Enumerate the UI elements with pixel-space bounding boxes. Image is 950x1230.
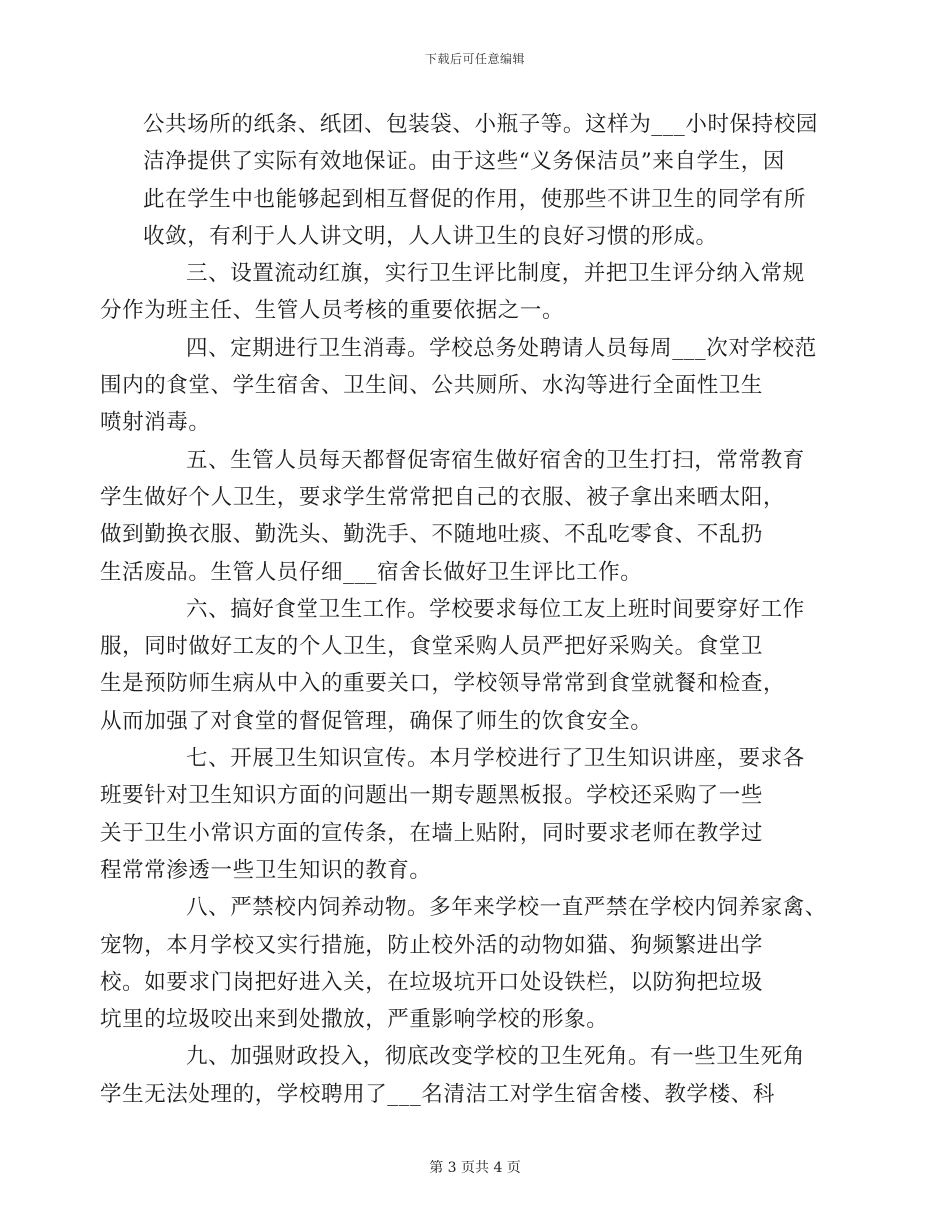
text-line: 九、加强财政投入，彻底改变学校的卫生死角。有一些卫生死角 [186,1044,805,1070]
text-line: 公共场所的纸条、纸团、包装袋、小瓶子等。这样为___小时保持校园 [143,112,818,137]
text-line: 学生做好个人卫生，要求学生常常把自己的衣服、被子拿出来晒太阳， [100,484,786,510]
paragraph [100,889,827,1038]
text-line: 分作为班主任、生管人员考核的重要依据之一。 [100,298,565,324]
text-line: 坑里的垃圾咬出来到处撒放，严重影响学校的形象。 [100,1007,609,1033]
paragraph [100,330,817,442]
page-header: 下载后可任意编辑 [424,52,525,66]
text-line: 做到勤换衣服、勤洗头、勤洗手、不随地吐痰、不乱吃零食、不乱扔 [100,522,764,548]
paragraph [100,591,808,740]
paragraph [143,106,818,255]
text-line: 程常常渗透一些卫生知识的教育。 [100,857,432,883]
text-line: 四、定期进行卫生消毒。学校总务处聘请人员每周___次对学校范 [186,335,817,361]
paragraph [100,255,808,330]
paragraph [100,442,808,591]
text-line: 五、生管人员每天都督促寄宿生做好宿舍的卫生打扫，常常教育 [186,447,805,473]
text-line: 校。如要求门岗把好进入关，在垃圾坑开口处设铁栏，以防狗把垃圾 [100,969,764,995]
text-line: 生活废品。生管人员仔细___宿舍长做好卫生评比工作。 [100,559,643,585]
text-line: 从而加强了对食堂的督促管理，确保了师生的饮食安全。 [100,708,653,734]
page-footer: 第 3 页共 4 页 [429,1160,521,1176]
paragraph [100,1038,808,1113]
text-line: 围内的食堂、学生宿舍、卫生间、公共厕所、水沟等进行全面性卫生 [100,373,764,399]
text-line: 服，同时做好工友的个人卫生，食堂采购人员严把好采购关。食堂卫 [100,634,764,660]
text-line: 洁净提供了实际有效地保证。由于这些“义务保洁员”来自学生，因 [143,149,785,175]
text-line: 收敛，有利于人人讲文明，人人讲卫生的良好习惯的形成。 [143,223,718,249]
text-line: 班要针对卫生知识方面的问题出一期专题黑板报。学校还采购了一些 [100,783,764,809]
document-body [100,106,827,1113]
text-line: 七、开展卫生知识宣传。本月学校进行了卫生知识讲座，要求各 [186,746,805,772]
paragraph [100,740,808,889]
text-line: 三、设置流动红旗，实行卫生评比制度，并把卫生评分纳入常规 [186,261,805,287]
text-line: 六、搞好食堂卫生工作。学校要求每位工友上班时间要穿好工作 [186,596,805,622]
text-line: 生是预防师生病从中入的重要关口，学校领导常常到食堂就餐和检查， [100,671,786,697]
text-line: 学生无法处理的，学校聘用了___名清洁工对学生宿舍楼、教学楼、科 [100,1081,775,1107]
text-line: 宠物，本月学校又实行措施，防止校外活的动物如猫、狗频繁进出学 [100,932,764,958]
text-line: 此在学生中也能够起到相互督促的作用，使那些不讲卫生的同学有所 [143,186,807,212]
text-line: 喷射消毒。 [100,410,211,436]
text-line: 八、严禁校内饲养动物。多年来学校一直严禁在学校内饲养家禽、 [186,895,827,921]
text-line: 关于卫生小常识方面的宣传条，在墙上贴附，同时要求老师在教学过 [100,820,764,846]
